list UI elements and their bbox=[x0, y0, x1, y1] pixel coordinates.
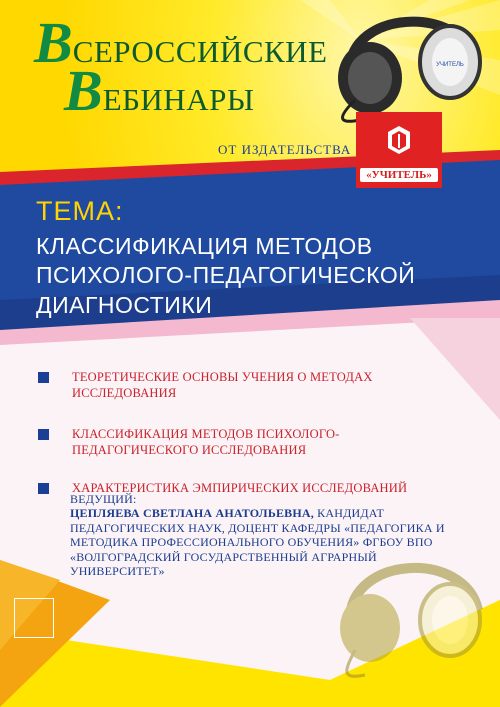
speaker-info bbox=[70, 492, 470, 578]
topic-label: ТЕМА: bbox=[36, 196, 124, 226]
square-bullet-icon bbox=[38, 483, 49, 494]
topic-item-text: ХАРАКТЕРИСТИКА ЭМПИРИЧЕСКИХ ИССЛЕДОВАНИЙ bbox=[72, 480, 408, 495]
publisher-logo bbox=[356, 112, 442, 188]
speaker-label: ВЕДУЩИЙ: bbox=[70, 492, 137, 506]
brand-line-1-cap: В bbox=[34, 10, 73, 75]
webinar-title bbox=[36, 232, 415, 320]
brand-line-2 bbox=[64, 58, 255, 123]
topic-item-text: КЛАССИФИКАЦИЯ МЕТОДОВ ПСИХОЛОГО-ПЕДАГОГИЧЕСКОГО ИССЛЕДОВАНИЯ bbox=[72, 427, 340, 457]
title-line: ДИАГНОСТИКИ bbox=[36, 291, 213, 318]
topics-list bbox=[38, 370, 458, 510]
square-bullet-icon bbox=[38, 372, 49, 383]
brand-line-2-cap: В bbox=[64, 58, 103, 123]
svg-text:УЧИТЕЛЬ: УЧИТЕЛЬ bbox=[436, 62, 464, 68]
brand-line-1-rest: СЕРОССИЙСКИЕ bbox=[72, 34, 328, 69]
publisher-logo-text: «УЧИТЕЛЬ» bbox=[360, 168, 438, 182]
title-line: КЛАССИФИКАЦИЯ МЕТОДОВ bbox=[36, 233, 373, 259]
topic-item-text: ТЕОРЕТИЧЕСКИЕ ОСНОВЫ УЧЕНИЯ О МЕТОДАХ ИССЛЕДОВАНИЯ bbox=[72, 370, 373, 400]
square-bullet-icon bbox=[38, 429, 49, 440]
speaker-description: КАНДИДАТ ПЕДАГОГИЧЕСКИХ НАУК, ДОЦЕНТ КАФЕДРЫ «ПЕДАГОГИКА И МЕТОДИКА ПРОФЕССИОНАЛЬНОГО ОБУЧЕНИЯ» ФГБОУ ВПО «ВОЛГОГРАДСКИЙ ГОСУДАРСТВЕННЫЙ АГРАРНЫЙ УНИВЕРСИТЕТ» bbox=[70, 506, 445, 578]
brand-line-2-rest: ЕБИНАРЫ bbox=[102, 82, 255, 117]
publisher-prefix: ОТ ИЗДАТЕЛЬСТВА bbox=[218, 142, 352, 157]
topic-item bbox=[38, 427, 458, 458]
speaker-details bbox=[70, 506, 470, 578]
speaker-name: ЦЕПЛЯЕВА СВЕТЛАНА АНАТОЛЬЕВНА, bbox=[70, 506, 314, 521]
title-line: ПСИХОЛОГО-ПЕДАГОГИЧЕСКОЙ bbox=[36, 262, 416, 289]
decorative-square bbox=[14, 598, 54, 638]
topic-item bbox=[38, 370, 458, 401]
book-emblem-icon bbox=[384, 122, 414, 158]
